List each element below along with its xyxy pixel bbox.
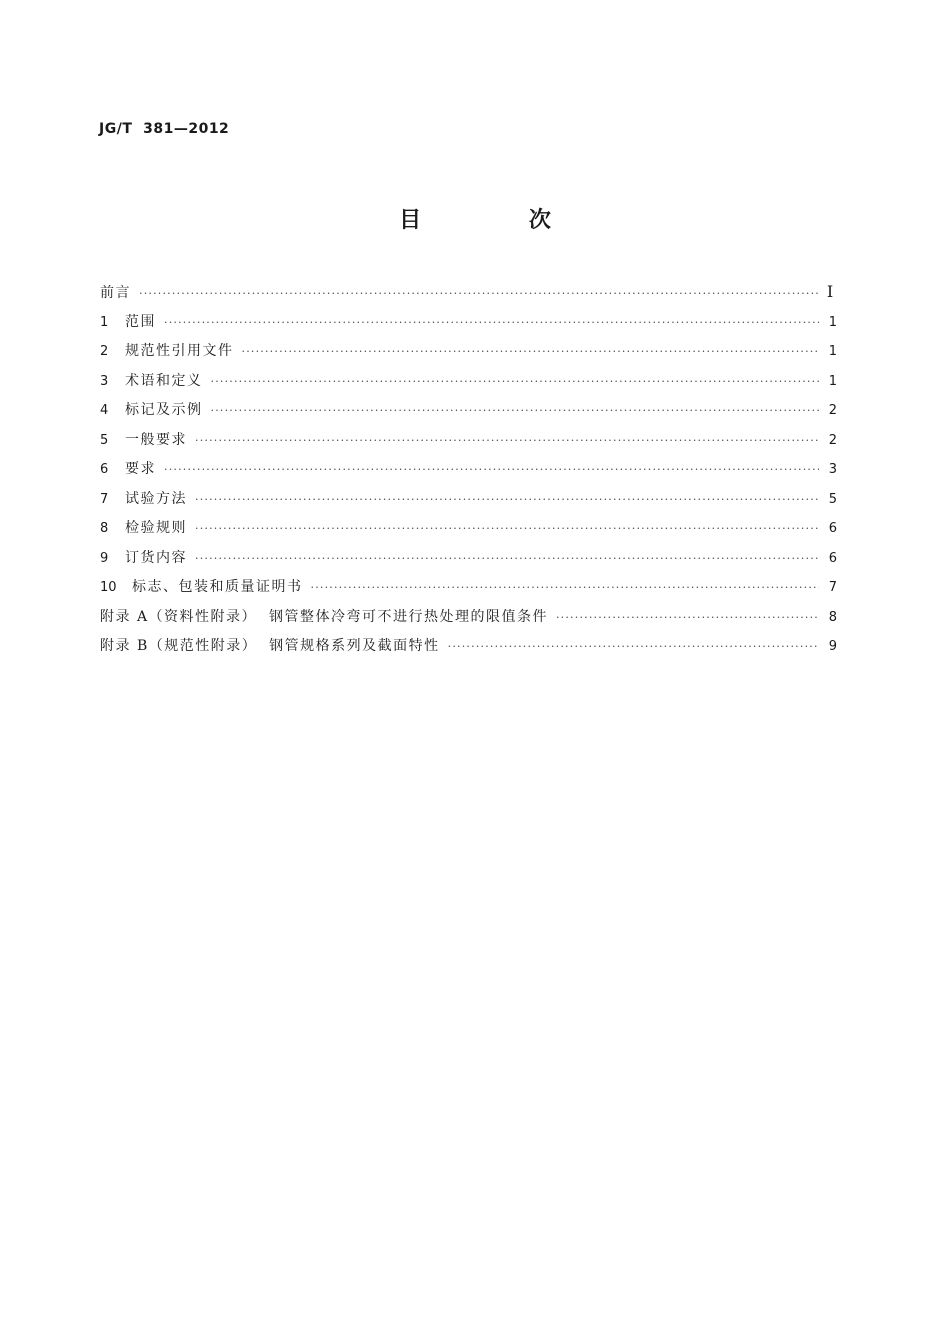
toc-leader-dots — [211, 372, 820, 392]
toc-entry-number: 8 — [100, 521, 109, 536]
toc-entry-page: Ⅰ — [826, 282, 834, 301]
toc-entry-label: 附录 A（资料性附录） 钢管整体冷弯可不进行热处理的限值条件 — [100, 608, 548, 625]
toc-entry-label: 范围 — [125, 313, 156, 330]
toc-entry-page: 1 — [828, 314, 837, 330]
toc-entry-appendix-a[interactable] — [100, 607, 837, 637]
document-code: JG/T 381—2012 — [99, 121, 230, 137]
toc-entry-page: 2 — [828, 403, 837, 418]
toc-entry-foreword[interactable] — [100, 282, 837, 312]
toc-entry-number: 1 — [100, 314, 109, 330]
toc-entry-page: 5 — [828, 491, 837, 507]
toc-leader-dots — [448, 637, 819, 657]
toc-entry-page: 3 — [828, 462, 837, 477]
toc-entry-7[interactable] — [100, 489, 837, 519]
toc-entry-label: 检验规则 — [125, 520, 187, 536]
toc-leader-dots — [195, 431, 819, 451]
toc-entry-label: 附录 B（规范性附录） 钢管规格系列及截面特性 — [100, 638, 440, 654]
toc-entry-number: 6 — [100, 462, 109, 477]
toc-entry-4[interactable] — [100, 400, 837, 430]
toc-leader-dots — [195, 519, 819, 539]
toc-entry-number: 4 — [100, 403, 109, 418]
toc-entry-label: 标志、包装和质量证明书 — [132, 579, 303, 595]
toc-entry-10[interactable] — [100, 577, 837, 607]
toc-entry-label: 一般要求 — [125, 431, 187, 448]
toc-leader-dots — [195, 549, 819, 569]
toc-leader-dots — [242, 342, 820, 362]
toc-entry-label: 订货内容 — [125, 549, 187, 566]
table-of-contents — [100, 282, 837, 666]
toc-entry-appendix-b[interactable] — [100, 636, 837, 666]
toc-entry-label: 试验方法 — [125, 490, 187, 507]
toc-leader-dots — [195, 490, 819, 510]
toc-entry-5[interactable] — [100, 430, 837, 460]
toc-entry-number: 5 — [100, 432, 109, 448]
toc-leader-dots — [311, 578, 820, 598]
toc-leader-dots — [139, 284, 819, 304]
toc-entry-number: 10 — [100, 580, 117, 595]
toc-entry-page: 1 — [828, 373, 837, 389]
toc-entry-page: 6 — [828, 521, 837, 536]
toc-entry-label: 术语和定义 — [125, 372, 203, 389]
toc-entry-9[interactable] — [100, 548, 837, 578]
toc-leader-dots — [556, 608, 819, 628]
toc-entry-8[interactable] — [100, 518, 837, 548]
toc-entry-3[interactable] — [100, 371, 837, 401]
toc-entry-1[interactable] — [100, 312, 837, 342]
toc-entry-number: 7 — [100, 491, 109, 507]
toc-entry-page: 6 — [828, 550, 837, 566]
toc-leader-dots — [164, 313, 819, 333]
toc-entry-page: 7 — [828, 580, 837, 595]
toc-entry-label: 前言 — [100, 285, 131, 301]
toc-entry-page: 8 — [828, 609, 837, 625]
toc-entry-number: 3 — [100, 373, 109, 389]
toc-leader-dots — [211, 401, 820, 421]
page-title: 目 次 — [399, 208, 601, 233]
toc-entry-number: 9 — [100, 550, 109, 566]
toc-entry-6[interactable] — [100, 459, 837, 489]
toc-entry-label: 规范性引用文件 — [125, 343, 234, 359]
toc-entry-page: 1 — [828, 344, 837, 359]
toc-entry-label: 标记及示例 — [125, 402, 203, 418]
toc-leader-dots — [164, 460, 819, 480]
toc-entry-number: 2 — [100, 344, 109, 359]
toc-entry-page: 2 — [828, 432, 837, 448]
toc-entry-page: 9 — [828, 639, 837, 654]
toc-entry-2[interactable] — [100, 341, 837, 371]
toc-entry-label: 要求 — [125, 461, 156, 477]
